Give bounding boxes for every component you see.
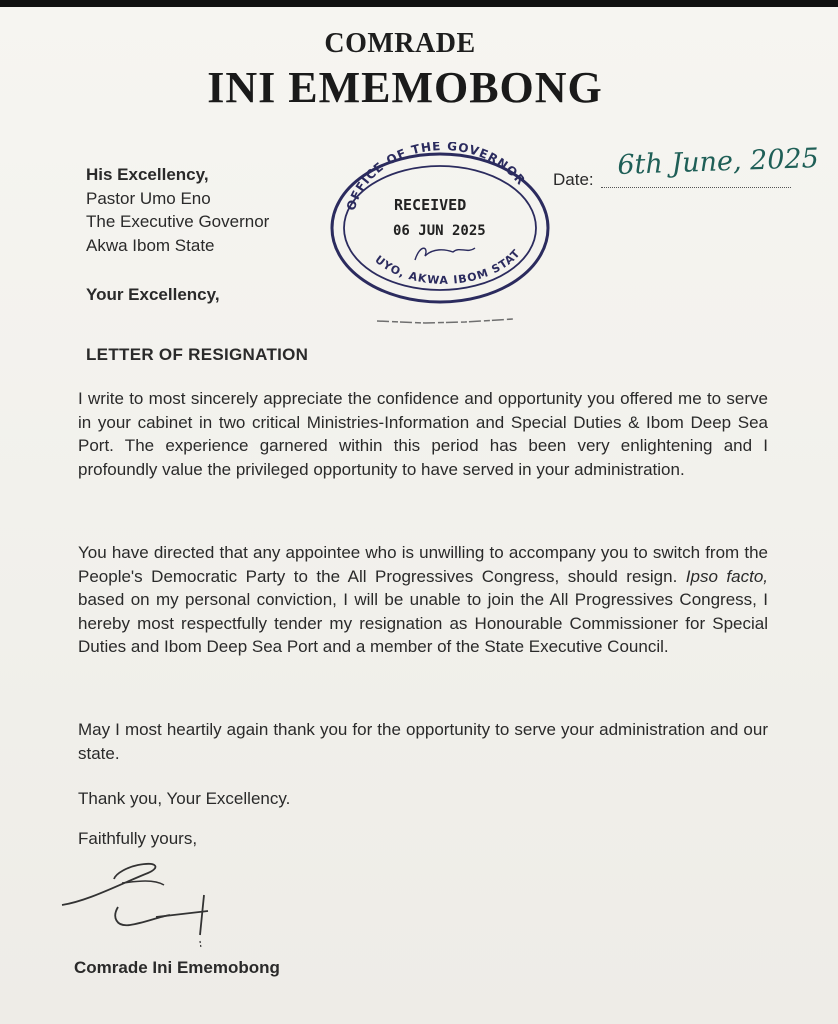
closing-sign-off: Faithfully yours,	[78, 829, 198, 848]
body-paragraph-2-end: based on my personal conviction, I will be unable to join the All Progressives Congress, I hereby most respectfully tender my resignation as Honourable Commissioner for Special Duties and Ibom Deep Sea Port and a member of the State Executive Council.	[78, 590, 768, 656]
recipient-office: The Executive Governor	[86, 212, 270, 231]
body-paragraph-2	[78, 541, 768, 659]
body-paragraph-2-start: You have directed that any appointee who is unwilling to accompany you to switch from the People's Democratic Party to the All Progressives Congress, should resign.	[78, 543, 768, 586]
signature-icon	[58, 855, 238, 950]
signatory-name: Comrade Ini Ememobong	[74, 958, 280, 977]
ink-smudge-icon	[375, 313, 515, 327]
recipient-name: Pastor Umo Eno	[86, 188, 211, 208]
stamp-top-text: OFFICE OF THE GOVERNOR	[343, 142, 529, 213]
body-paragraph-3: May I most heartily again thank you for the opportunity to serve your administration and our state.	[78, 720, 768, 763]
date-label: Date:	[553, 170, 594, 189]
body-paragraph-2-latin: Ipso facto,	[685, 566, 768, 586]
stamp-initials-icon	[415, 248, 475, 260]
date-underline	[601, 187, 791, 188]
stamp-date: 06 JUN 2025	[393, 223, 486, 239]
letterhead-title-large: INI EMEMOBONG	[207, 63, 603, 112]
top-border	[0, 0, 838, 7]
stamp-received-label: RECEIVED	[394, 196, 467, 214]
subject-heading: LETTER OF RESIGNATION	[86, 345, 309, 364]
recipient-address	[86, 163, 269, 257]
date-value: 6th June, 2025	[616, 142, 820, 181]
stamp-bottom-text: UYO, AKWA IBOM STAT	[372, 246, 524, 287]
body-paragraph-1: I write to most sincerely appreciate the confidence and opportunity you offered me to serve in your cabinet in two critical Ministries-Information and Special Duties & Ibom Deep Sea Port. The experience garnered within this period has been very enlightening and I profoundly value the privileged opportunity to have served in your administration.	[78, 389, 768, 479]
recipient-state: Akwa Ibom State	[86, 235, 215, 255]
salutation: Your Excellency,	[86, 285, 220, 304]
closing-thanks: Thank you, Your Excellency.	[78, 789, 291, 808]
letterhead-title-small: COMRADE	[324, 28, 476, 59]
received-stamp	[325, 142, 555, 312]
recipient-title: His Excellency,	[86, 165, 209, 184]
